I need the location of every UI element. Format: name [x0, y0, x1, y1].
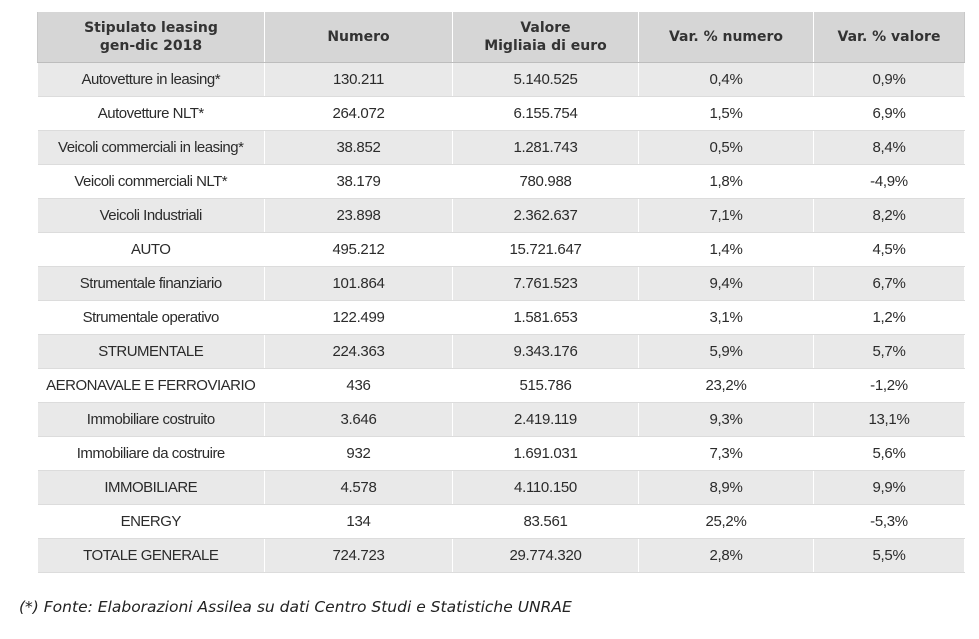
var-valore-cell: 6,7% [814, 266, 965, 300]
numero-cell: 932 [265, 436, 453, 470]
header-stipulato-leasing [38, 12, 265, 62]
valore-cell: 83.561 [453, 504, 639, 538]
var-valore-cell: 6,9% [814, 96, 965, 130]
table-row [38, 334, 965, 368]
valore-cell: 1.581.653 [453, 300, 639, 334]
valore-cell: 15.721.647 [453, 232, 639, 266]
valore-cell: 9.343.176 [453, 334, 639, 368]
table-row [38, 300, 965, 334]
table-header [38, 12, 965, 62]
category-cell: ENERGY [38, 504, 265, 538]
table-row [38, 504, 965, 538]
leasing-table-container [37, 12, 964, 573]
valore-cell: 4.110.150 [453, 470, 639, 504]
var-numero-cell: 9,3% [639, 402, 814, 436]
numero-cell: 264.072 [265, 96, 453, 130]
numero-cell: 130.211 [265, 62, 453, 96]
category-cell: Autovetture in leasing* [38, 62, 265, 96]
table-row [38, 470, 965, 504]
category-cell: Immobiliare costruito [38, 402, 265, 436]
category-cell: Veicoli Industriali [38, 198, 265, 232]
var-numero-cell: 8,9% [639, 470, 814, 504]
table-row [38, 368, 965, 402]
valore-cell: 1.691.031 [453, 436, 639, 470]
table-body [38, 62, 965, 572]
var-numero-cell: 1,5% [639, 96, 814, 130]
header-line-1: Stipulato leasing [84, 19, 218, 36]
var-valore-cell: 1,2% [814, 300, 965, 334]
category-cell: Veicoli commerciali NLT* [38, 164, 265, 198]
var-numero-cell: 23,2% [639, 368, 814, 402]
numero-cell: 4.578 [265, 470, 453, 504]
source-footnote: (*) Fonte: Elaborazioni Assilea su dati Centro Studi e Statistiche UNRAE [19, 598, 572, 616]
numero-cell: 38.179 [265, 164, 453, 198]
category-cell: STRUMENTALE [38, 334, 265, 368]
table-row [38, 96, 965, 130]
table-row [38, 538, 965, 572]
category-cell: IMMOBILIARE [38, 470, 265, 504]
var-numero-cell: 2,8% [639, 538, 814, 572]
numero-cell: 134 [265, 504, 453, 538]
valore-cell: 6.155.754 [453, 96, 639, 130]
numero-cell: 23.898 [265, 198, 453, 232]
valore-cell: 780.988 [453, 164, 639, 198]
var-valore-cell: 0,9% [814, 62, 965, 96]
var-valore-cell: -1,2% [814, 368, 965, 402]
numero-cell: 3.646 [265, 402, 453, 436]
var-valore-cell: 9,9% [814, 470, 965, 504]
table-row [38, 198, 965, 232]
table-row [38, 266, 965, 300]
valore-cell: 29.774.320 [453, 538, 639, 572]
var-numero-cell: 1,4% [639, 232, 814, 266]
var-numero-cell: 7,3% [639, 436, 814, 470]
table-row [38, 164, 965, 198]
var-valore-cell: -5,3% [814, 504, 965, 538]
category-cell: AERONAVALE E FERROVIARIO [38, 368, 265, 402]
header-valore [453, 12, 639, 62]
category-cell: Immobiliare da costruire [38, 436, 265, 470]
category-cell: TOTALE GENERALE [38, 538, 265, 572]
header-row [38, 12, 965, 62]
valore-cell: 2.362.637 [453, 198, 639, 232]
valore-cell: 5.140.525 [453, 62, 639, 96]
table-row [38, 130, 965, 164]
table-row [38, 402, 965, 436]
var-numero-cell: 5,9% [639, 334, 814, 368]
var-numero-cell: 25,2% [639, 504, 814, 538]
header-line-1: Var. % valore [837, 28, 941, 45]
table-row [38, 436, 965, 470]
category-cell: AUTO [38, 232, 265, 266]
var-numero-cell: 0,4% [639, 62, 814, 96]
numero-cell: 436 [265, 368, 453, 402]
numero-cell: 101.864 [265, 266, 453, 300]
var-numero-cell: 7,1% [639, 198, 814, 232]
header-line-2: gen-dic 2018 [99, 37, 203, 54]
header-line-1: Numero [327, 28, 390, 45]
numero-cell: 724.723 [265, 538, 453, 572]
var-valore-cell: -4,9% [814, 164, 965, 198]
category-cell: Strumentale operativo [38, 300, 265, 334]
numero-cell: 495.212 [265, 232, 453, 266]
header-line-1: Valore [520, 19, 571, 36]
category-cell: Veicoli commerciali in leasing* [38, 130, 265, 164]
table-row [38, 62, 965, 96]
var-numero-cell: 3,1% [639, 300, 814, 334]
valore-cell: 515.786 [453, 368, 639, 402]
table-row [38, 232, 965, 266]
var-valore-cell: 5,6% [814, 436, 965, 470]
category-cell: Strumentale finanziario [38, 266, 265, 300]
header-var-valore [814, 12, 965, 62]
var-valore-cell: 5,7% [814, 334, 965, 368]
var-valore-cell: 4,5% [814, 232, 965, 266]
valore-cell: 7.761.523 [453, 266, 639, 300]
var-numero-cell: 9,4% [639, 266, 814, 300]
var-numero-cell: 1,8% [639, 164, 814, 198]
valore-cell: 2.419.119 [453, 402, 639, 436]
numero-cell: 224.363 [265, 334, 453, 368]
header-line-1: Var. % numero [668, 28, 784, 45]
var-valore-cell: 8,2% [814, 198, 965, 232]
numero-cell: 38.852 [265, 130, 453, 164]
header-var-numero [639, 12, 814, 62]
header-numero [265, 12, 453, 62]
header-line-2: Migliaia di euro [484, 37, 607, 54]
var-valore-cell: 5,5% [814, 538, 965, 572]
var-valore-cell: 13,1% [814, 402, 965, 436]
numero-cell: 122.499 [265, 300, 453, 334]
var-numero-cell: 0,5% [639, 130, 814, 164]
valore-cell: 1.281.743 [453, 130, 639, 164]
category-cell: Autovetture NLT* [38, 96, 265, 130]
leasing-table [37, 12, 965, 573]
var-valore-cell: 8,4% [814, 130, 965, 164]
